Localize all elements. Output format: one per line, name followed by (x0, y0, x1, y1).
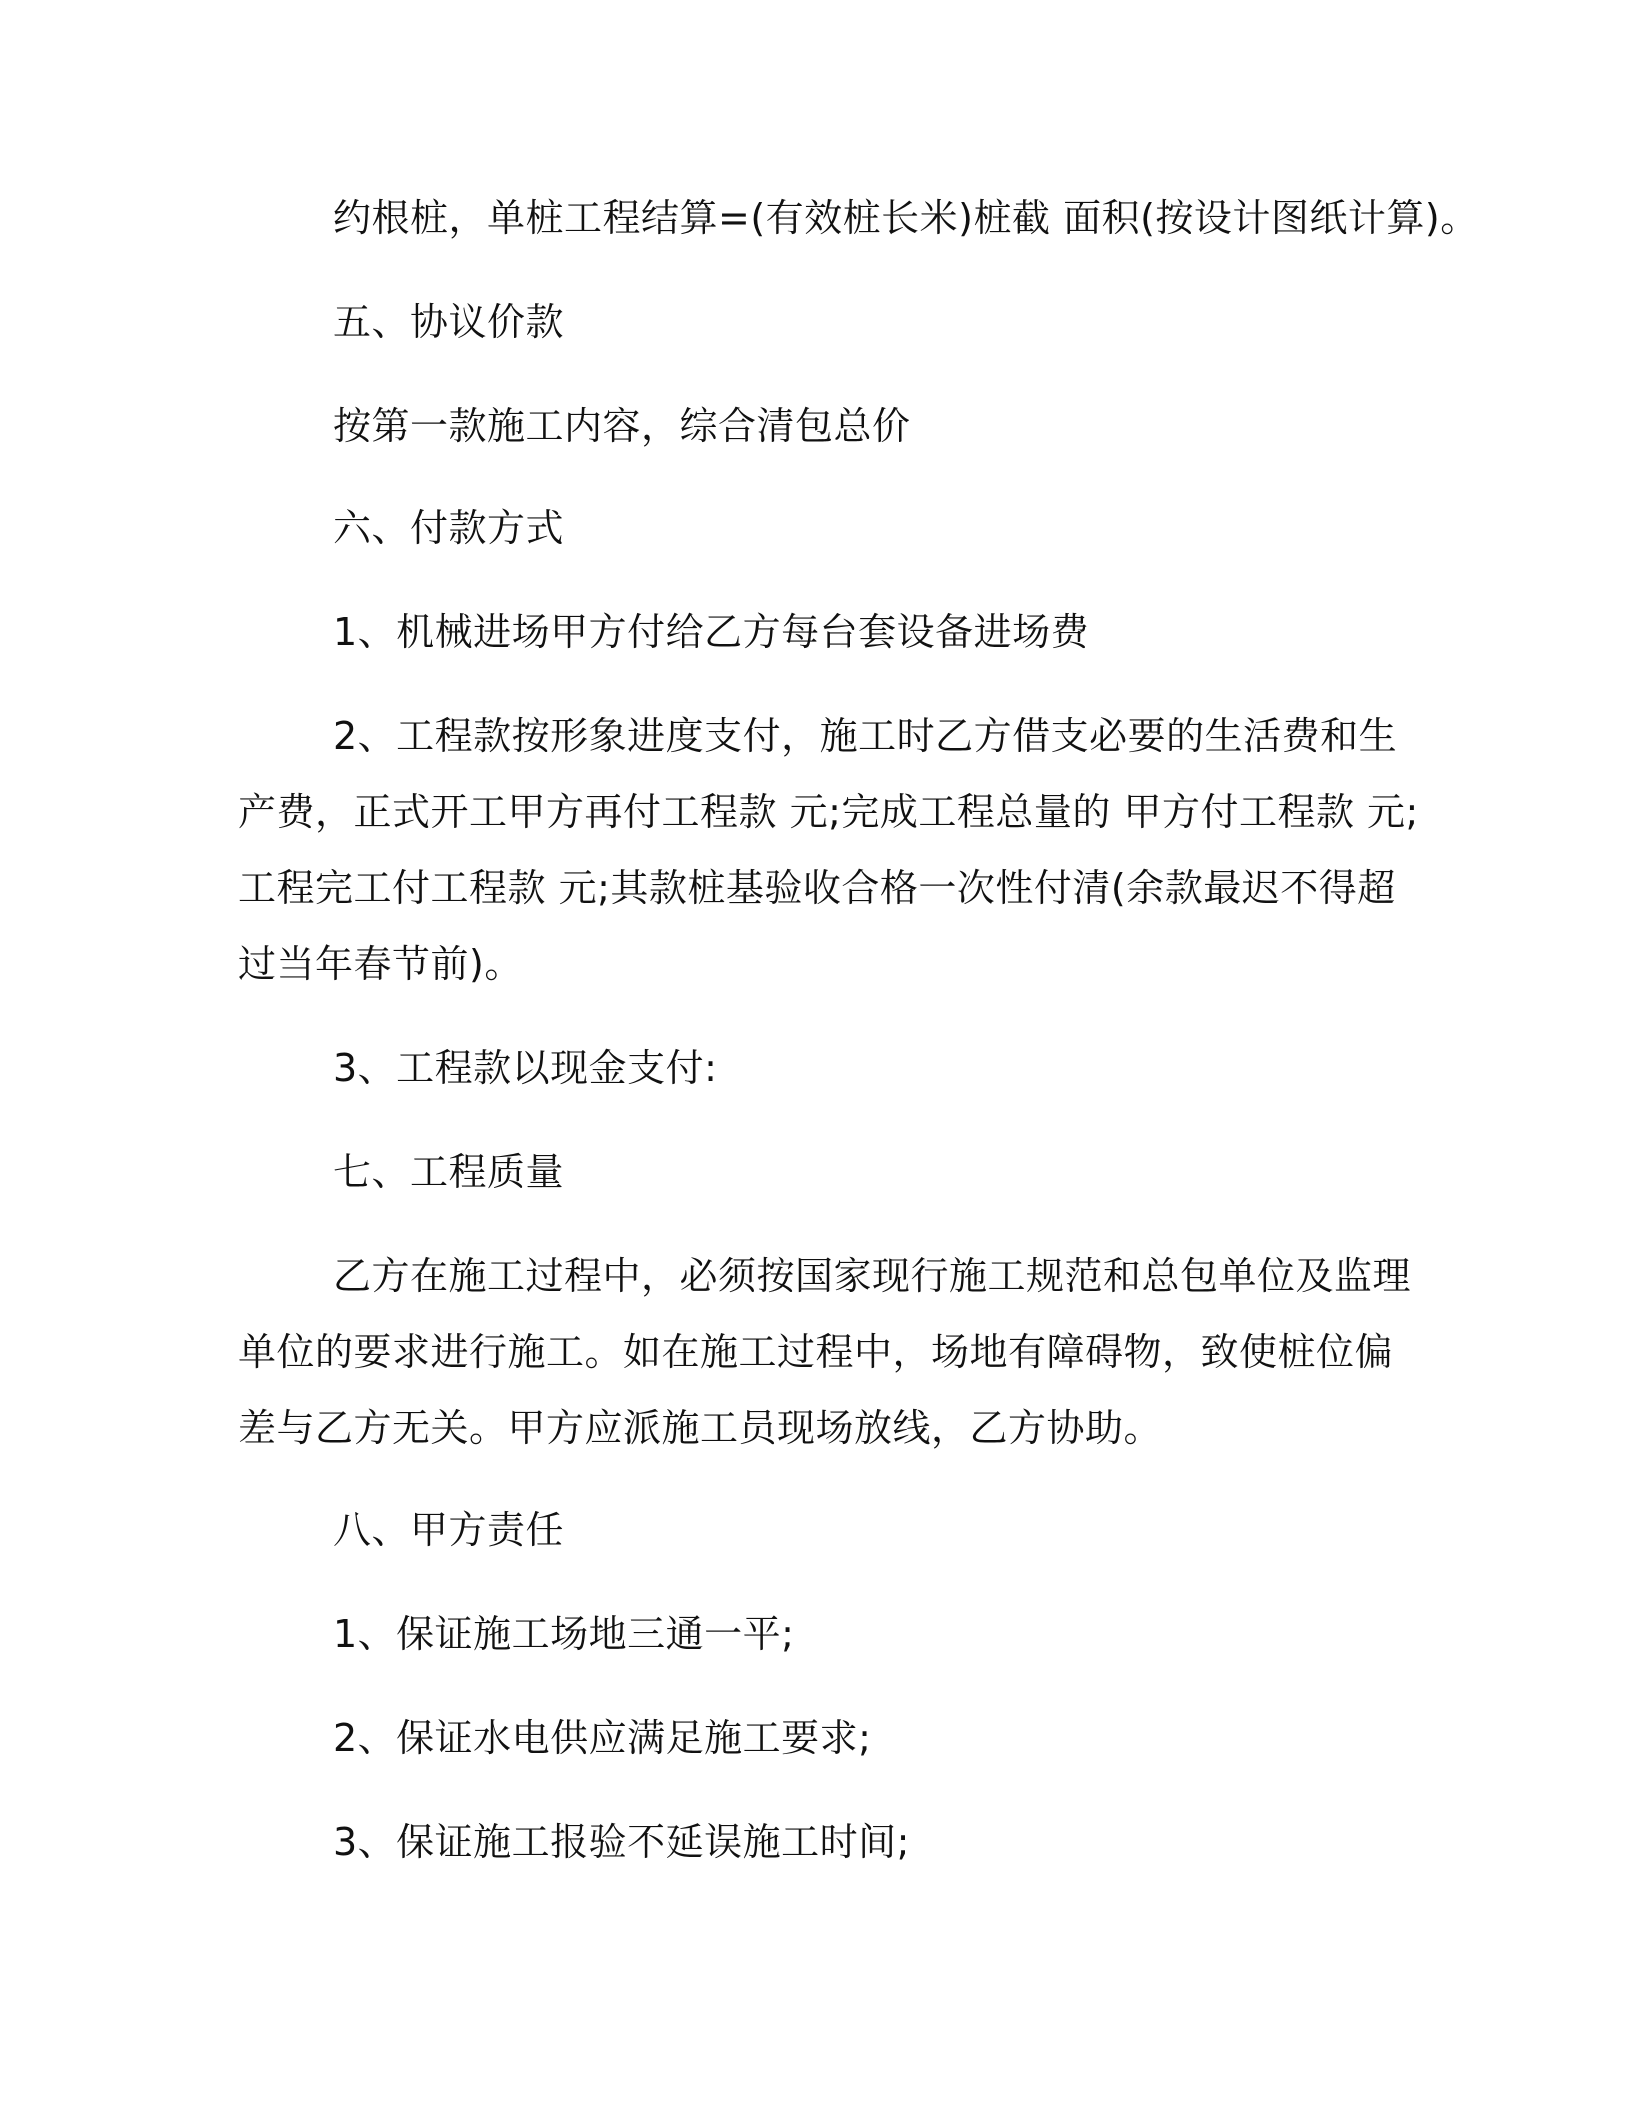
payment-item-1: 1、机械进场甲方付给乙方每台套设备进场费 (333, 610, 1090, 654)
paragraph-total-price: 按第一款施工内容，综合清包总价 (333, 404, 911, 448)
quality-paragraph-line-3: 差与乙方无关。甲方应派施工员现场放线，乙方协助。 (238, 1406, 1163, 1450)
responsibility-item-2: 2、保证水电供应满足施工要求; (333, 1716, 872, 1760)
payment-item-2-line-4: 过当年春节前)。 (238, 942, 523, 986)
heading-engineering-quality: 七、工程质量 (333, 1150, 565, 1194)
responsibility-item-1: 1、保证施工场地三通一平; (333, 1612, 795, 1656)
heading-party-a-responsibility: 八、甲方责任 (333, 1508, 565, 1552)
heading-agreement-price: 五、协议价款 (333, 300, 565, 344)
payment-item-2-line-2: 产费，正式开工甲方再付工程款 元;完成工程总量的 甲方付工程款 元; (238, 790, 1419, 834)
payment-item-3: 3、工程款以现金支付: (333, 1046, 718, 1090)
quality-paragraph-line-2: 单位的要求进行施工。如在施工过程中，场地有障碍物，致使桩位偏 (238, 1330, 1394, 1374)
responsibility-item-3: 3、保证施工报验不延误施工时间; (333, 1820, 910, 1864)
payment-item-2-line-3: 工程完工付工程款 元;其款桩基验收合格一次性付清(余款最迟不得超 (238, 866, 1396, 910)
payment-item-2-line-1: 2、工程款按形象进度支付，施工时乙方借支必要的生活费和生 (333, 714, 1398, 758)
paragraph-pile-settlement: 约根桩，单桩工程结算=(有效桩长米)桩截 面积(按设计图纸计算)。 (333, 196, 1479, 240)
quality-paragraph-line-1: 乙方在施工过程中，必须按国家现行施工规范和总包单位及监理 (333, 1254, 1412, 1298)
heading-payment-method: 六、付款方式 (333, 506, 565, 550)
